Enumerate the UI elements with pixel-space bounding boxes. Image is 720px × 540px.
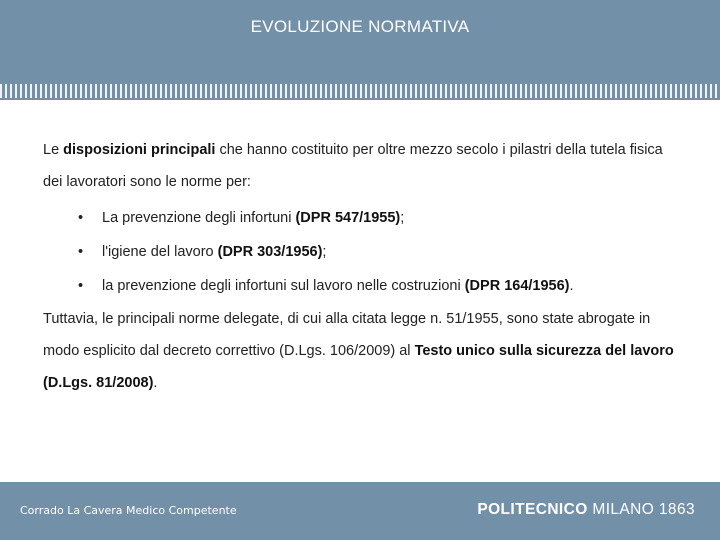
norms-list — [43, 201, 683, 303]
list-item-bold: (DPR 303/1956) — [217, 244, 323, 260]
closing-text-before: Tuttavia, le principali norme delegate, di cui alla citata legge n. 51/1955, sono state abrogate in modo esplicito dal decreto correttivo (D.Lgs. 106/2009) al — [43, 311, 651, 359]
university-logo — [477, 501, 695, 519]
list-item-tail: . — [569, 278, 574, 294]
list-item — [43, 201, 683, 235]
list-item-text: la prevenzione degli infortuni sul lavoro nelle costruzioni — [102, 278, 465, 294]
slide-title: EVOLUZIONE NORMATIVA — [250, 17, 470, 36]
list-item-text: l'igiene del lavoro — [102, 244, 218, 260]
list-item-text: La prevenzione degli infortuni — [102, 210, 296, 226]
intro-text-after: che hanno costituito per oltre mezzo secolo i pilastri della tutela fisica dei lavoratori sono le norme per: — [43, 142, 663, 190]
tick-strip — [0, 84, 720, 98]
logo-text-rest: MILANO 1863 — [587, 501, 695, 518]
intro-text-before: Le — [43, 142, 64, 158]
list-item-tail: ; — [400, 210, 405, 226]
footer-bar — [0, 482, 720, 540]
list-item-bold: (DPR 164/1956) — [464, 278, 570, 294]
slide-content — [43, 134, 683, 399]
bullet-icon: • — [78, 210, 84, 226]
closing-paragraph — [43, 303, 683, 399]
closing-text-after: . — [153, 375, 158, 391]
intro-bold: disposizioni principali — [63, 142, 216, 158]
footer-author: Corrado La Cavera Medico Competente — [20, 504, 237, 517]
bullet-icon: • — [78, 244, 84, 260]
bullet-icon: • — [78, 278, 84, 294]
list-item — [43, 235, 683, 269]
header-bar — [0, 0, 720, 100]
list-item-bold: (DPR 547/1955) — [295, 210, 401, 226]
closing-bold: Testo unico sulla sicurezza del lavoro (D.Lgs. 81/2008) — [43, 343, 674, 391]
intro-paragraph — [43, 134, 683, 198]
logo-text-bold: POLITECNICO — [477, 501, 588, 518]
list-item — [43, 269, 683, 303]
list-item-tail: ; — [322, 244, 327, 260]
